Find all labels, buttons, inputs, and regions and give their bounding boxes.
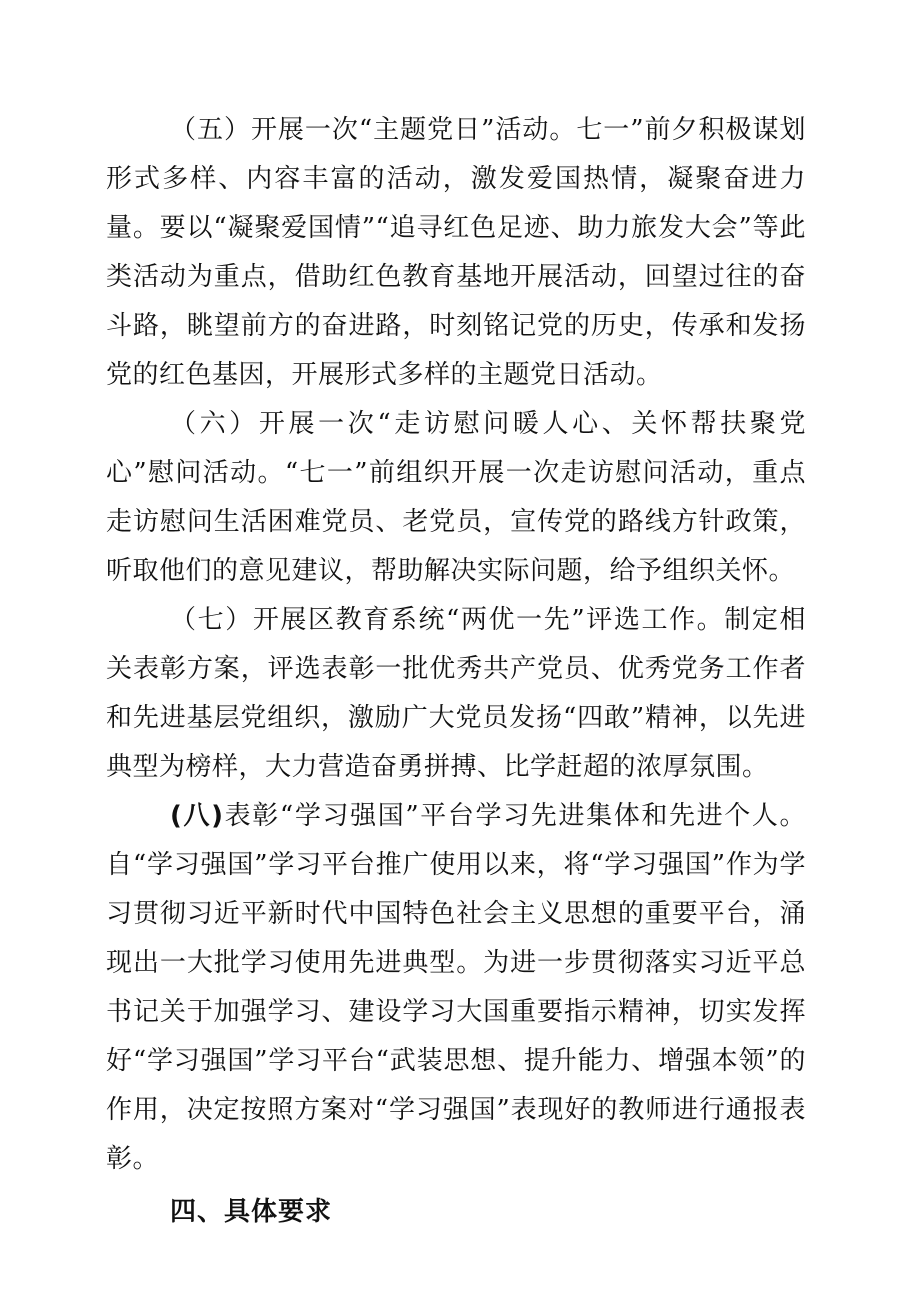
paragraph-item-5 — [106, 106, 806, 400]
paragraph-item-7 — [106, 596, 806, 792]
paragraph-text: （七）开展区教育系统“两优一先”评选工作。制定相关表彰方案，评选表彰一批优秀共产党员、优秀党务工作者和先进基层党组织，激励广大党员发扬“四敢”精神，以先进典型为榜样，大力营造奋勇拼搏、比学赶超的浓厚氛围。 — [106, 605, 806, 782]
paragraph-item-8 — [106, 792, 806, 1184]
paragraph-lead-number: (八) — [170, 801, 224, 831]
paragraph-text: （五）开展一次“主题党日”活动。七一”前夕积极谋划形式多样、内容丰富的活动，激发爱国热情，凝聚奋进力量。要以“凝聚爱国情”“追寻红色足迹、助力旅发大会”等此类活动为重点，借助红色教育基地开展活动，回望过往的奋斗路，眺望前方的奋进路，时刻铭记党的历史，传承和发扬党的红色基因，开展形式多样的主题党日活动。 — [106, 115, 806, 390]
document-body — [106, 106, 806, 1237]
paragraph-text: （六）开展一次“走访慰问暖人心、关怀帮扶聚党心”慰问活动。“七一”前组织开展一次走访慰问活动，重点走访慰问生活困难党员、老党员，宣传党的路线方针政策，听取他们的意见建议，帮助解决实际问题，给予组织关怀。 — [106, 409, 806, 586]
section-heading: 四、具体要求 — [170, 1197, 333, 1227]
paragraph-item-6 — [106, 400, 806, 596]
paragraph-text: 表彰“学习强国”平台学习先进集体和先进个人。自“学习强国”学习平台推广使用以来，将“学习强国”作为学习贯彻习近平新时代中国特色社会主义思想的重要平台，涌现出一大批学习使用先进典型。为进一步贯彻落实习近平总书记关于加强学习、建设学习大国重要指示精神，切实发挥好“学习强国”学习平台“武装思想、提升能力、增强本领”的作用，决定按照方案对“学习强国”表现好的教师进行通报表彰。 — [106, 801, 806, 1174]
